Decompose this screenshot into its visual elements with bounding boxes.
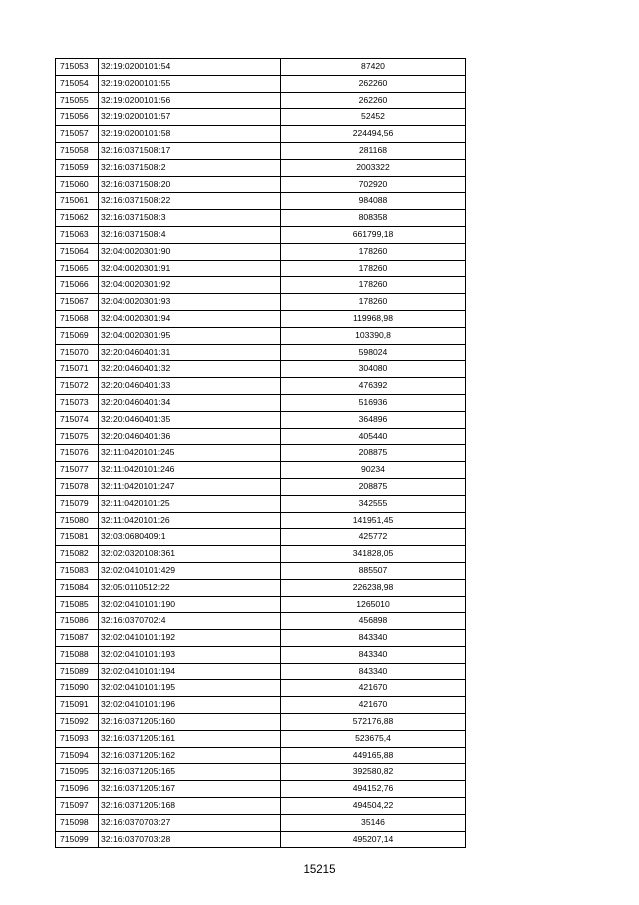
cadastral-number-cell: 32:16:0371205:160 xyxy=(99,714,281,731)
cadastral-value-cell: 141951,45 xyxy=(281,512,466,529)
cadastral-value-cell: 178260 xyxy=(281,243,466,260)
table-row xyxy=(56,546,466,563)
row-number-cell: 715063 xyxy=(56,226,99,243)
cadastral-value-cell: 87420 xyxy=(281,59,466,76)
row-number-cell: 715072 xyxy=(56,378,99,395)
table-row xyxy=(56,478,466,495)
row-number-cell: 715074 xyxy=(56,411,99,428)
cadastral-value-cell: 226238,98 xyxy=(281,579,466,596)
cadastral-value-cell: 405440 xyxy=(281,428,466,445)
cadastral-number-cell: 32:20:0460401:34 xyxy=(99,394,281,411)
cadastral-value-cell: 456898 xyxy=(281,613,466,630)
cadastral-number-cell: 32:16:0370703:27 xyxy=(99,814,281,831)
table-row xyxy=(56,646,466,663)
data-table-container xyxy=(55,58,466,848)
cadastral-value-cell: 449165,88 xyxy=(281,747,466,764)
row-number-cell: 715060 xyxy=(56,176,99,193)
row-number-cell: 715083 xyxy=(56,562,99,579)
row-number-cell: 715093 xyxy=(56,730,99,747)
cadastral-value-cell: 598024 xyxy=(281,344,466,361)
table-row xyxy=(56,260,466,277)
table-row xyxy=(56,126,466,143)
table-row xyxy=(56,613,466,630)
table-row xyxy=(56,495,466,512)
table-row xyxy=(56,226,466,243)
row-number-cell: 715067 xyxy=(56,294,99,311)
cadastral-value-cell: 516936 xyxy=(281,394,466,411)
cadastral-number-cell: 32:20:0460401:31 xyxy=(99,344,281,361)
row-number-cell: 715057 xyxy=(56,126,99,143)
cadastral-number-cell: 32:04:0020301:93 xyxy=(99,294,281,311)
row-number-cell: 715099 xyxy=(56,831,99,848)
table-row xyxy=(56,831,466,848)
row-number-cell: 715059 xyxy=(56,159,99,176)
row-number-cell: 715098 xyxy=(56,814,99,831)
table-row xyxy=(56,344,466,361)
table-row xyxy=(56,428,466,445)
cadastral-number-cell: 32:16:0371508:2 xyxy=(99,159,281,176)
table-row xyxy=(56,92,466,109)
table-row xyxy=(56,378,466,395)
table-row xyxy=(56,697,466,714)
row-number-cell: 715061 xyxy=(56,193,99,210)
cadastral-number-cell: 32:16:0371508:3 xyxy=(99,210,281,227)
row-number-cell: 715066 xyxy=(56,277,99,294)
row-number-cell: 715080 xyxy=(56,512,99,529)
page-number: 15215 xyxy=(303,864,336,876)
row-number-cell: 715071 xyxy=(56,361,99,378)
cadastral-number-cell: 32:02:0410101:194 xyxy=(99,663,281,680)
table-row xyxy=(56,781,466,798)
row-number-cell: 715055 xyxy=(56,92,99,109)
cadastral-value-cell: 364896 xyxy=(281,411,466,428)
cadastral-value-cell: 808358 xyxy=(281,210,466,227)
cadastral-value-cell: 119968,98 xyxy=(281,310,466,327)
cadastral-value-cell: 342555 xyxy=(281,495,466,512)
cadastral-number-cell: 32:20:0460401:32 xyxy=(99,361,281,378)
table-row xyxy=(56,294,466,311)
cadastral-number-cell: 32:19:0200101:58 xyxy=(99,126,281,143)
cadastral-value-cell: 425772 xyxy=(281,529,466,546)
cadastral-value-cell: 843340 xyxy=(281,646,466,663)
cadastral-number-cell: 32:02:0410101:190 xyxy=(99,596,281,613)
cadastral-value-cell: 341828,05 xyxy=(281,546,466,563)
cadastral-number-cell: 32:04:0020301:91 xyxy=(99,260,281,277)
cadastral-number-cell: 32:04:0020301:90 xyxy=(99,243,281,260)
cadastral-number-cell: 32:20:0460401:36 xyxy=(99,428,281,445)
cadastral-value-cell: 2003322 xyxy=(281,159,466,176)
row-number-cell: 715073 xyxy=(56,394,99,411)
cadastral-number-cell: 32:16:0370702:4 xyxy=(99,613,281,630)
cadastral-number-cell: 32:04:0020301:94 xyxy=(99,310,281,327)
row-number-cell: 715068 xyxy=(56,310,99,327)
cadastral-number-cell: 32:04:0020301:92 xyxy=(99,277,281,294)
row-number-cell: 715056 xyxy=(56,109,99,126)
cadastral-value-cell: 178260 xyxy=(281,277,466,294)
table-row xyxy=(56,630,466,647)
cadastral-number-cell: 32:16:0371205:161 xyxy=(99,730,281,747)
table-row xyxy=(56,75,466,92)
row-number-cell: 715097 xyxy=(56,798,99,815)
cadastral-number-cell: 32:02:0410101:192 xyxy=(99,630,281,647)
cadastral-number-cell: 32:16:0371205:165 xyxy=(99,764,281,781)
table-row xyxy=(56,747,466,764)
cadastral-value-cell: 495207,14 xyxy=(281,831,466,848)
table-row xyxy=(56,59,466,76)
cadastral-value-cell: 984088 xyxy=(281,193,466,210)
cadastral-value-cell: 208875 xyxy=(281,445,466,462)
row-number-cell: 715081 xyxy=(56,529,99,546)
table-row xyxy=(56,243,466,260)
table-row xyxy=(56,327,466,344)
row-number-cell: 715090 xyxy=(56,680,99,697)
row-number-cell: 715070 xyxy=(56,344,99,361)
cadastral-number-cell: 32:11:0420101:26 xyxy=(99,512,281,529)
cadastral-value-cell: 1265010 xyxy=(281,596,466,613)
cadastral-number-cell: 32:19:0200101:57 xyxy=(99,109,281,126)
table-row xyxy=(56,680,466,697)
cadastral-number-cell: 32:05:0110512:22 xyxy=(99,579,281,596)
cadastral-value-cell: 392580,82 xyxy=(281,764,466,781)
cadastral-number-cell: 32:16:0371205:162 xyxy=(99,747,281,764)
cadastral-number-cell: 32:16:0371508:4 xyxy=(99,226,281,243)
cadastral-number-cell: 32:16:0371508:22 xyxy=(99,193,281,210)
table-row xyxy=(56,277,466,294)
cadastral-number-cell: 32:11:0420101:247 xyxy=(99,478,281,495)
cadastral-value-cell: 281168 xyxy=(281,142,466,159)
table-row xyxy=(56,411,466,428)
row-number-cell: 715089 xyxy=(56,663,99,680)
cadastral-number-cell: 32:04:0020301:95 xyxy=(99,327,281,344)
cadastral-value-cell: 702920 xyxy=(281,176,466,193)
cadastral-number-cell: 32:11:0420101:245 xyxy=(99,445,281,462)
table-row xyxy=(56,394,466,411)
cadastral-number-cell: 32:02:0410101:196 xyxy=(99,697,281,714)
table-row xyxy=(56,361,466,378)
table-row xyxy=(56,764,466,781)
cadastral-value-cell: 421670 xyxy=(281,697,466,714)
cadastral-value-cell: 421670 xyxy=(281,680,466,697)
table-row xyxy=(56,462,466,479)
row-number-cell: 715086 xyxy=(56,613,99,630)
cadastral-number-cell: 32:19:0200101:55 xyxy=(99,75,281,92)
table-row xyxy=(56,310,466,327)
cadastral-number-cell: 32:19:0200101:54 xyxy=(99,59,281,76)
row-number-cell: 715096 xyxy=(56,781,99,798)
cadastral-value-cell: 208875 xyxy=(281,478,466,495)
table-row xyxy=(56,529,466,546)
row-number-cell: 715084 xyxy=(56,579,99,596)
table-row xyxy=(56,596,466,613)
cadastral-value-cell: 90234 xyxy=(281,462,466,479)
cadastral-value-cell: 885507 xyxy=(281,562,466,579)
cadastral-number-cell: 32:20:0460401:35 xyxy=(99,411,281,428)
row-number-cell: 715069 xyxy=(56,327,99,344)
row-number-cell: 715082 xyxy=(56,546,99,563)
row-number-cell: 715058 xyxy=(56,142,99,159)
row-number-cell: 715091 xyxy=(56,697,99,714)
row-number-cell: 715075 xyxy=(56,428,99,445)
cadastral-value-cell: 52452 xyxy=(281,109,466,126)
cadastral-value-cell: 661799,18 xyxy=(281,226,466,243)
cadastral-value-cell: 843340 xyxy=(281,630,466,647)
table-row xyxy=(56,562,466,579)
row-number-cell: 715053 xyxy=(56,59,99,76)
cadastral-value-cell: 35146 xyxy=(281,814,466,831)
cadastral-number-cell: 32:16:0370703:28 xyxy=(99,831,281,848)
row-number-cell: 715062 xyxy=(56,210,99,227)
cadastral-value-cell: 224494,56 xyxy=(281,126,466,143)
table-row xyxy=(56,512,466,529)
cadastral-number-cell: 32:02:0410101:193 xyxy=(99,646,281,663)
row-number-cell: 715088 xyxy=(56,646,99,663)
cadastral-value-cell: 843340 xyxy=(281,663,466,680)
table-row xyxy=(56,579,466,596)
cadastral-number-cell: 32:02:0410101:429 xyxy=(99,562,281,579)
table-row xyxy=(56,663,466,680)
row-number-cell: 715087 xyxy=(56,630,99,647)
cadastral-value-table xyxy=(55,58,466,848)
row-number-cell: 715095 xyxy=(56,764,99,781)
cadastral-number-cell: 32:11:0420101:246 xyxy=(99,462,281,479)
cadastral-number-cell: 32:16:0371508:20 xyxy=(99,176,281,193)
cadastral-value-cell: 494152,76 xyxy=(281,781,466,798)
table-row xyxy=(56,730,466,747)
cadastral-value-cell: 304080 xyxy=(281,361,466,378)
table-body xyxy=(56,59,466,848)
row-number-cell: 715085 xyxy=(56,596,99,613)
cadastral-number-cell: 32:02:0320108:361 xyxy=(99,546,281,563)
cadastral-value-cell: 103390,8 xyxy=(281,327,466,344)
table-row xyxy=(56,159,466,176)
cadastral-number-cell: 32:03:0680409:1 xyxy=(99,529,281,546)
row-number-cell: 715094 xyxy=(56,747,99,764)
table-row xyxy=(56,193,466,210)
cadastral-value-cell: 494504,22 xyxy=(281,798,466,815)
cadastral-number-cell: 32:16:0371205:168 xyxy=(99,798,281,815)
cadastral-value-cell: 476392 xyxy=(281,378,466,395)
cadastral-value-cell: 523675,4 xyxy=(281,730,466,747)
cadastral-number-cell: 32:19:0200101:56 xyxy=(99,92,281,109)
table-row xyxy=(56,210,466,227)
row-number-cell: 715078 xyxy=(56,478,99,495)
row-number-cell: 715092 xyxy=(56,714,99,731)
cadastral-number-cell: 32:11:0420101:25 xyxy=(99,495,281,512)
row-number-cell: 715065 xyxy=(56,260,99,277)
table-row xyxy=(56,142,466,159)
cadastral-value-cell: 262260 xyxy=(281,75,466,92)
row-number-cell: 715064 xyxy=(56,243,99,260)
table-row xyxy=(56,798,466,815)
row-number-cell: 715054 xyxy=(56,75,99,92)
cadastral-number-cell: 32:02:0410101:195 xyxy=(99,680,281,697)
row-number-cell: 715077 xyxy=(56,462,99,479)
cadastral-number-cell: 32:20:0460401:33 xyxy=(99,378,281,395)
cadastral-value-cell: 572176,88 xyxy=(281,714,466,731)
table-row xyxy=(56,714,466,731)
cadastral-number-cell: 32:16:0371508:17 xyxy=(99,142,281,159)
table-row xyxy=(56,445,466,462)
cadastral-value-cell: 178260 xyxy=(281,260,466,277)
table-row xyxy=(56,109,466,126)
table-row xyxy=(56,814,466,831)
cadastral-value-cell: 178260 xyxy=(281,294,466,311)
row-number-cell: 715076 xyxy=(56,445,99,462)
table-row xyxy=(56,176,466,193)
row-number-cell: 715079 xyxy=(56,495,99,512)
cadastral-value-cell: 262260 xyxy=(281,92,466,109)
cadastral-number-cell: 32:16:0371205:167 xyxy=(99,781,281,798)
